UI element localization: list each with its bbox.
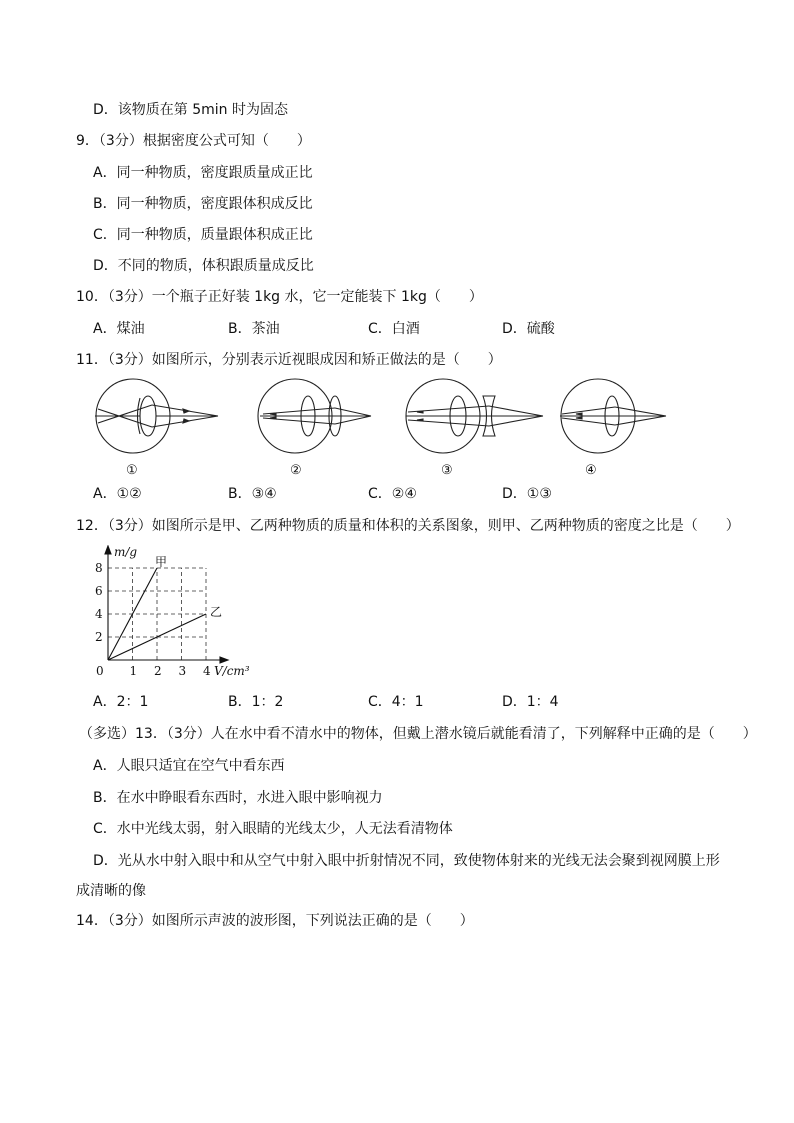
y-tick-label: 4 bbox=[95, 607, 103, 621]
q11-option-b: B．③④ bbox=[228, 486, 277, 502]
q8-option-d: D．该物质在第 5min 时为固态 bbox=[93, 102, 288, 118]
mass-volume-chart bbox=[88, 545, 258, 685]
x-tick-label: 3 bbox=[178, 664, 187, 678]
q12-option-d: D．1：4 bbox=[502, 694, 559, 710]
x-tick-label: 2 bbox=[154, 664, 162, 678]
x-tick-label: 1 bbox=[129, 664, 138, 678]
series-label-jia: 甲 bbox=[155, 555, 168, 569]
q13-stem: （多选）13．（3分）人在水中看不清水中的物体，但戴上潜水镜后就能看清了，下列解释中正确的是（ ） bbox=[79, 726, 757, 742]
x-axis-label: V/cm³ bbox=[214, 664, 250, 678]
q10-option-b: B．茶油 bbox=[228, 321, 280, 337]
q9-option-d: D．不同的物质，体积跟质量成反比 bbox=[93, 258, 314, 274]
q10-option-a: A．煤油 bbox=[93, 321, 145, 337]
x-tick-label: 4 bbox=[203, 664, 211, 678]
q11-option-c: C．②④ bbox=[368, 486, 417, 502]
y-tick-label: 8 bbox=[95, 561, 103, 575]
q11-stem: 11．（3分）如图所示，分别表示近视眼成因和矫正做法的是（ ） bbox=[76, 352, 502, 368]
eye-label-2: ② bbox=[290, 463, 302, 478]
q13-option-c: C．水中光线太弱，射入眼睛的光线太少，人无法看清物体 bbox=[93, 821, 453, 837]
q12-option-c: C．4：1 bbox=[368, 694, 424, 710]
y-tick-label: 2 bbox=[95, 630, 103, 644]
q9-stem: 9．（3分）根据密度公式可知（ ） bbox=[76, 133, 311, 149]
eye-diagram-2 bbox=[258, 379, 371, 453]
q9-option-b: B．同一种物质，密度跟体积成反比 bbox=[93, 196, 313, 212]
q13-option-d: D．光从水中射入眼中和从空气中射入眼中折射情况不同，致使物体射来的光线无法会聚到视网膜上形 bbox=[93, 853, 720, 869]
x-axis-arrow bbox=[220, 657, 228, 663]
q11-option-d: D．①③ bbox=[502, 486, 552, 502]
q13-option-d-continued: 成清晰的像 bbox=[76, 883, 146, 899]
q12-stem: 12．（3分）如图所示是甲、乙两种物质的质量和体积的关系图象，则甲、乙两种物质的密度之比是（ ） bbox=[76, 518, 740, 534]
y-axis-label: m/g bbox=[114, 545, 138, 559]
q11-options bbox=[93, 484, 653, 504]
y-tick-label: 6 bbox=[95, 584, 103, 598]
q13-option-a: A．人眼只适宜在空气中看东西 bbox=[93, 758, 285, 774]
y-axis-arrow bbox=[105, 546, 111, 554]
eye-label-4: ④ bbox=[585, 463, 597, 478]
eye-label-1: ① bbox=[126, 463, 138, 478]
eye-diagram-1 bbox=[95, 379, 218, 453]
x-tick-label: 0 bbox=[96, 664, 104, 678]
q13-option-b: B．在水中睁眼看东西时，水进入眼中影响视力 bbox=[93, 790, 383, 806]
series-label-yi: 乙 bbox=[210, 605, 223, 619]
q14-stem: 14．（3分）如图所示声波的波形图，下列说法正确的是（ ） bbox=[76, 913, 474, 929]
eye-diagrams bbox=[88, 378, 668, 478]
q10-option-c: C．白酒 bbox=[368, 321, 420, 337]
q11-option-a: A．①② bbox=[93, 486, 142, 502]
q10-stem: 10．（3分）一个瓶子正好装 1kg 水，它一定能装下 1kg（ ） bbox=[76, 289, 483, 305]
q10-option-d: D．硫酸 bbox=[502, 321, 555, 337]
eye-diagram-3 bbox=[406, 379, 543, 453]
eye-diagram-4 bbox=[560, 379, 666, 453]
q9-option-a: A．同一种物质，密度跟质量成正比 bbox=[93, 165, 313, 181]
q12-option-b: B．1：2 bbox=[228, 694, 284, 710]
q12-option-a: A．2：1 bbox=[93, 694, 149, 710]
q10-options bbox=[93, 319, 653, 339]
eye-label-3: ③ bbox=[441, 463, 453, 478]
q9-option-c: C．同一种物质，质量跟体积成正比 bbox=[93, 227, 313, 243]
q12-options bbox=[93, 692, 653, 712]
